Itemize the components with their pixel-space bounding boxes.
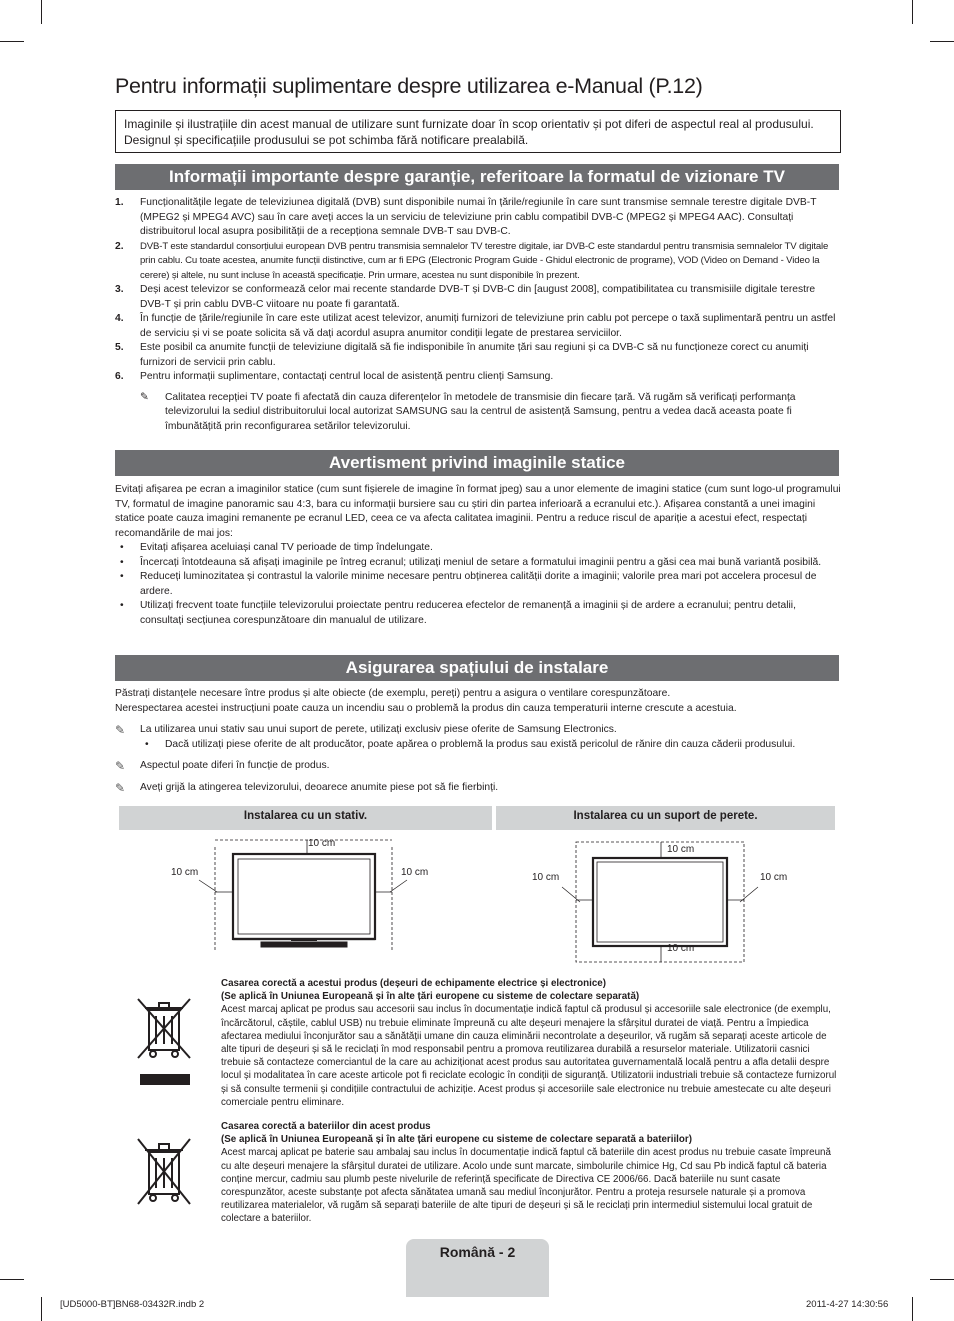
- note: [115, 781, 841, 796]
- section-heading-static: Avertisment privind imaginile statice: [115, 450, 839, 476]
- column-header-stand: Instalarea cu un stativ.: [119, 806, 492, 830]
- static-paragraph: Evitați afișarea pe ecran a imaginilor statice (cum sunt fișierele de imagine în format jpeg) sau a unor elemente de imagini statice (cum sunt logo-ul programului TV, formatul de imagine panoramic sau 4:3, bara cu informații bursiere sau cu știri din partea inferioară a ecranului etc.). Afișarea constantă a unei imagini statice poate cauza imagini remanente pe ecranul LED, ceea ce va afecta calitatea imaginii. Pentru a reduce riscul de apariție a acestui efect, respectați recomandările de mai jos:: [115, 484, 841, 539]
- section-heading-space: Asigurarea spațiului de instalare: [115, 655, 839, 681]
- crop-mark: [41, 0, 42, 24]
- page-title: Pentru informații suplimentare despre utilizarea e-Manual (P.12): [115, 74, 703, 98]
- list-item: [115, 312, 841, 341]
- note-subitem: • Dacă utilizați piese oferite de alt producător, poate apărea o problemă la produs sau există pericolul de rănire din cauza căderii produsului.: [140, 738, 841, 753]
- list-item: • Utilizați frecvent toate funcțiile televizorului proiectate pentru reducerea efectelor de remanență a imaginii și de ardere a ecranului; pentru detalii, consultați secțiunea corespunzătoare din manualul de utilizare.: [115, 599, 841, 628]
- list-item: • Încercați întotdeauna să afișați imaginile pe întreg ecranul; utilizați meniul de setare a formatului imaginii pentru a găsi cea mai bună variantă posibilă.: [115, 556, 841, 571]
- page-number: Română - 2: [439, 1244, 516, 1260]
- item-number: 3.: [115, 284, 124, 295]
- list-item: [115, 240, 841, 284]
- item-text: DVB-T este standardul consorțiului european DVB pentru transmisia semnalelor TV terestre digitale, iar DVB-C este standardul pentru transmisia semnalelor TV digitale prin cablu. Cu toate acestea, anumite funcții distinctive, cum ar fi EPG (Electronic Program Guide - Ghidul electronic de programe), VOD (Video on Demand - Video la cerere) și altele, nu sunt incluse în această specificație. Prin urmare, acestea nu sunt disponibile în prezent.: [140, 240, 829, 281]
- intro-box: Imaginile și ilustrațiile din acest manual de utilizare sunt furnizate doar în scop orientativ și pot diferi de aspectul real al produsului. Designul și specificațiile produsului se pot schimba fără notificare prealabilă.: [115, 110, 841, 153]
- list-item: • Evitați afișarea aceluiași canal TV perioade de timp îndelungate.: [115, 541, 841, 556]
- item-text: Deși acest televizor se conformează celor mai recente standarde DVB-T și DVB-C din [august 2008], compatibilitatea cu transmisiile digitale terestre DVB-T și prin cablu DVB-C viitoare nu poate fi garantată.: [140, 284, 816, 310]
- note-text: La utilizarea unui stativ sau unui suport de perete, utilizați exclusiv piese oferite de Samsung Electronics.: [140, 724, 617, 735]
- warranty-list: [115, 196, 841, 434]
- crop-mark: [930, 1279, 954, 1280]
- note: [115, 723, 841, 752]
- crossed-battery-bin-icon: [133, 1134, 195, 1209]
- item-number: 2.: [115, 240, 124, 252]
- list-item: [115, 370, 841, 385]
- item-number: 5.: [115, 342, 124, 353]
- space-paragraph-1: Păstrați distanțele necesare între produs și alte obiecte (de exemplu, pereți) pentru a asigura o ventilare corespunzătoare.: [115, 688, 671, 699]
- crop-mark: [912, 0, 913, 24]
- weee-subtitle: (Se aplică în Uniunea Europeană și în alte țări europene cu sisteme de colectare separată): [221, 991, 640, 1003]
- note-pencil-icon: ✎: [140, 391, 149, 403]
- battery-title: Casarea corectă a bateriilor din acest produs: [221, 1121, 431, 1132]
- note-pencil-icon: ✎: [115, 759, 126, 773]
- weee-title: Casarea corectă a acestui produs (deșeuri de echipamente electrice și electronice): [221, 978, 606, 989]
- distance-label: 10 cm: [532, 872, 560, 883]
- weee-text: Acest marcaj aplicat pe produs sau accesorii sau inclus în documentație indică faptul că produsul și accesoriile sale electronice (de exemplu, încărcătorul, căștile, cablul USB) nu trebuie eliminate împreună cu alte deșeuri menajere la sfârșitul duratei de viață. Pentru a împiedica afectarea mediului înconjurător sau a sănătății umane din cauza eliminării necontrolate a deșeurilor, vă rugăm să separați aceste articole de alte tipuri de deșeuri și să le reciclați în mod responsabil pentru a promova reutilizarea durabilă a resurselor materiale. Utilizatorii casnici trebuie să contacteze comerciantul de la care au achiziționat acest produs sau autoritatea guvernamentală locală pentru a afla detalii despre locul și modalitatea în care aceste articole pot fi reciclate ecologic în condiții de siguranță. Utilizatorii industriali trebuie să contacteze furnizorul și să consulte termenii și condițiile contractului de achiziție. Acest produs și accesoriile sale electronice nu trebuie amestecate cu alte deșeuri comerciale pentru eliminare.: [221, 1004, 837, 1108]
- note-text: Aspectul poate diferi în funcție de produs.: [140, 760, 330, 771]
- item-number: 1.: [115, 197, 124, 208]
- distance-label: 10 cm: [401, 867, 429, 878]
- distance-label: 10 cm: [308, 838, 336, 849]
- footer-filename: [UD5000-BT]BN68-03432R.indb 2: [60, 1299, 205, 1310]
- note-pencil-icon: ✎: [115, 723, 126, 737]
- item-text: Este posibil ca anumite funcții de televiziune digitală să fie indisponibile în anumite țări sau regiuni și ca DVB-C să nu funcționeze corect cu anumiți furnizori de servicii prin cablu.: [140, 342, 809, 368]
- space-paragraph-2: Nerespectarea acestei instrucțiuni poate cauza un incendiu sau o problemă la produs din cauza temperaturii interne crescute a acestuia.: [115, 702, 737, 714]
- crop-mark: [0, 1279, 24, 1280]
- column-header-wall: Instalarea cu un suport de perete.: [496, 806, 835, 830]
- item-text: Funcționalitățile legate de televiziunea digitală (DVB) sunt disponibile numai în țările/regiunile în care sunt transmise semnale terestre digitale DVB-T (MPEG2 și MPEG4 AVC) sau în care aveți acces la un serviciu de televiziune prin cablu compatibil DVB-C (MPEG2 și MPEG4 AAC). Consultați distribuitorul local asupra posibilității de a recepționa semnale DVB-T sau DVB-C.: [140, 197, 817, 237]
- crop-mark: [0, 41, 24, 42]
- note-pencil-icon: ✎: [115, 780, 126, 795]
- space-section: [115, 687, 841, 795]
- note-text: Aveți grijă la atingerea televizorului, deoarece anumite piese pot să fie fierbinți.: [140, 781, 499, 793]
- list-item: [115, 341, 841, 370]
- crossed-bin-icon: [133, 994, 195, 1088]
- battery-subtitle: (Se aplică în Uniunea Europeană și în alte țări europene cu sisteme de colectare separată a bateriilor): [221, 1134, 692, 1146]
- distance-label: 10 cm: [171, 867, 199, 878]
- list-item: [115, 196, 841, 240]
- distance-label: 10 cm: [667, 943, 695, 954]
- footer-datetime: 2011-4-27 14:30:56: [806, 1299, 889, 1310]
- distance-label: 10 cm: [667, 844, 695, 855]
- item-number: 4.: [115, 313, 124, 324]
- battery-notice: [221, 1120, 841, 1226]
- list-item: • Reduceți luminozitatea și contrastul la valorile minime necesare pentru obținerea calității dorite a imaginii; valorile prea mari pot accelera procesul de ardere.: [115, 570, 841, 599]
- crop-mark: [41, 1297, 42, 1321]
- battery-text: Acest marcaj aplicat pe baterie sau ambalaj sau inclus în documentație indică faptul că bateriile din acest produs nu trebuie casate împreună cu alte deșeuri menajere la sfârșitul duratei de utilizare. Acolo unde sunt marcate, simbolurile chimice Hg, Cd sau Pb indică faptul că bateria conține mercur, cadmiu sau plumb peste nivelurile de referință specificate de Directiva CE 2006/66. Dacă bateriile nu sunt casate corespunzător, aceste substanțe pot afecta sănătatea umană sau mediul înconjurător. Pentru a proteja resursele naturale și a promova reutilizarea materialelor, vă rugăm să separați bateriile de alte tipuri de deșeuri și să le reciclați prin intermediul sistemului local gratuit de colectare a bateriilor.: [221, 1147, 831, 1225]
- static-bullets: [115, 541, 841, 628]
- item-text: Pentru informații suplimentare, contactați centrul local de asistență pentru clienți Samsung.: [140, 371, 554, 382]
- stand-installation-diagram: [119, 832, 492, 957]
- list-item: [115, 283, 841, 312]
- item-number: 6.: [115, 371, 124, 382]
- wall-installation-diagram: [496, 832, 835, 967]
- item-text: În funcție de țările/regiunile în care este utilizat acest televizor, anumiți furnizori de televiziune prin cablu pot percepe o taxă suplimentară pentru un astfel de serviciu și vi se poate solicita să vă dați acordul asupra anumitor condiții legate de prestarea serviciilor.: [140, 313, 836, 339]
- static-section: [115, 483, 841, 628]
- crop-mark: [912, 1297, 913, 1321]
- distance-label: 10 cm: [760, 872, 788, 883]
- crop-mark: [930, 41, 954, 42]
- note: [115, 759, 841, 774]
- weee-notice: [221, 977, 841, 1109]
- note: [115, 391, 841, 435]
- section-heading-warranty: Informații importante despre garanție, referitoare la formatul de vizionare TV: [115, 164, 839, 190]
- note-text: Calitatea recepției TV poate fi afectată din cauza diferențelor în metodele de transmisie din fiecare țară. Vă rugăm să verificați performanța televizorului la sediul distribuitorului local autorizat SAMSUNG sau la centrul de asistență Samsung, pentru a vedea dacă aceasta poate fi îmbunătățită prin reconfigurarea setărilor televizorului.: [165, 391, 796, 432]
